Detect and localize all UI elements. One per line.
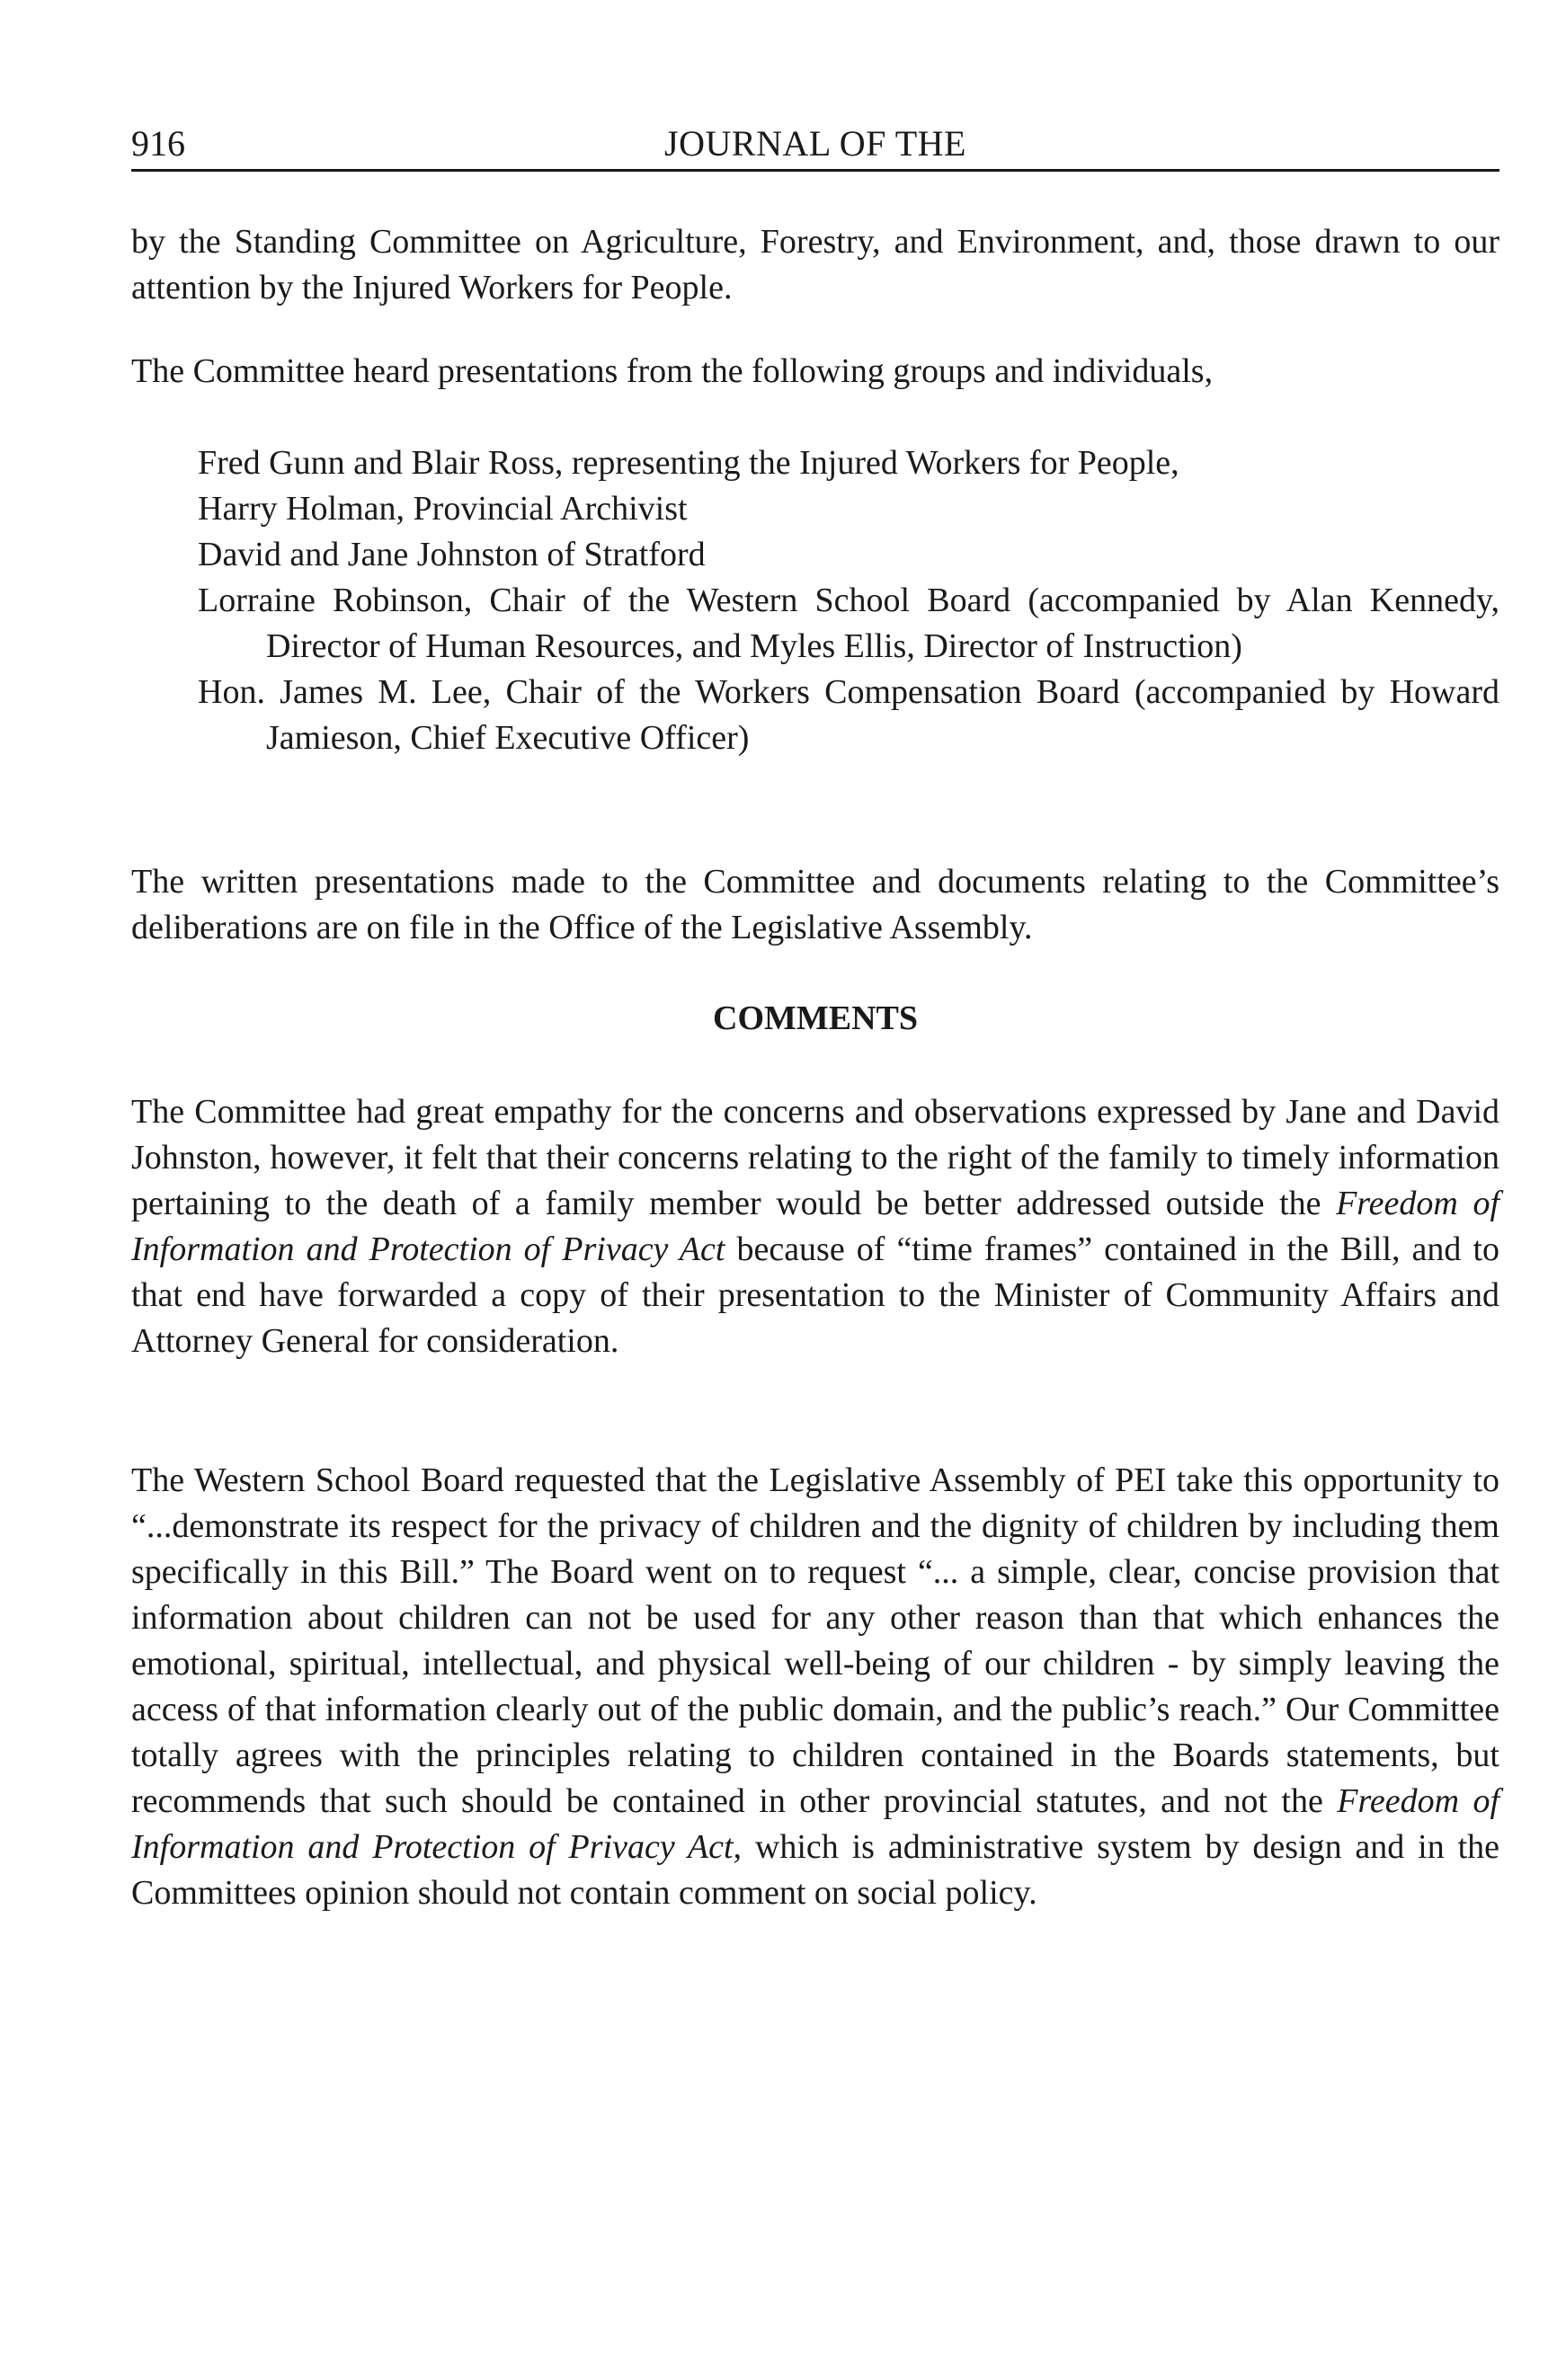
list-item: Fred Gunn and Blair Ross, representing the Injured Workers for People,	[198, 444, 1179, 482]
list-item: David and Jane Johnston of Stratford	[198, 536, 706, 573]
page-header	[131, 119, 1499, 172]
running-head: JOURNAL OF THE	[664, 123, 966, 164]
act-title: Freedom of Information and Protection of Privacy Act,	[131, 1782, 1499, 1866]
comment-paragraph-johnston	[131, 1089, 1499, 1364]
act-title: Freedom of Information and Protection of Privacy Act	[131, 1185, 1499, 1268]
presentations-intro: The Committee heard presentations from the following groups and individuals,	[131, 352, 1214, 390]
comment-text: The Western School Board requested that the Legislative Assembly of PEI take this opportunity to “...demonstrate its respect for the privacy of children and the dignity of children by including them specifically in this Bill.” The Board went on to request “... a simple, clear, concise provision that information about children can not be used for any other reason than that which enhances the emotional, spiritual, intellectual, and physical well-being of our children - by simply leaving the access of that information clearly out of the public domain, and the public’s reach.” Our Committee totally agrees with the principles relating to children contained in the Boards statements, but recommends that such should be contained in other provincial statutes, and not the	[131, 1461, 1499, 1820]
comment-text: because of “time frames” contained in the Bill, and to that end have forwarded a copy of their presentation to the Minister of Community Affairs and Attorney General for consideration.	[131, 1230, 1500, 1360]
documents-paragraph: The written presentations made to the Committee and documents relating to the Committee’s deliberations are on file in the Office of the Legislative Assembly.	[131, 863, 1499, 946]
presenters-list	[198, 440, 1499, 761]
list-item: Lorraine Robinson, Chair of the Western School Board (accompanied by Alan Kennedy, Director of Human Resources, and Myles Ellis, Director of Instruction)	[198, 582, 1499, 665]
comments-heading: COMMENTS	[713, 999, 918, 1037]
list-item: Harry Holman, Provincial Archivist	[198, 490, 688, 528]
intro-paragraph: by the Standing Committee on Agriculture, Forestry, and Environment, and, those drawn to our attention by the Injured Workers for People.	[131, 223, 1499, 306]
comment-text: The Committee had great empathy for the concerns and observations expressed by Jane and David Johnston, however, it felt that their concerns relating to the right of the family to timely information pertaining to the death of a family member would be better addressed outside the	[131, 1093, 1499, 1222]
comment-paragraph-school-board	[131, 1458, 1499, 1916]
page-number: 916	[131, 123, 185, 164]
list-item: Hon. James M. Lee, Chair of the Workers Compensation Board (accompanied by Howard Jamieson, Chief Executive Officer)	[198, 673, 1499, 757]
comment-text: which is administrative system by design and in the Committees opinion should not contain comment on social policy.	[131, 1828, 1500, 1912]
